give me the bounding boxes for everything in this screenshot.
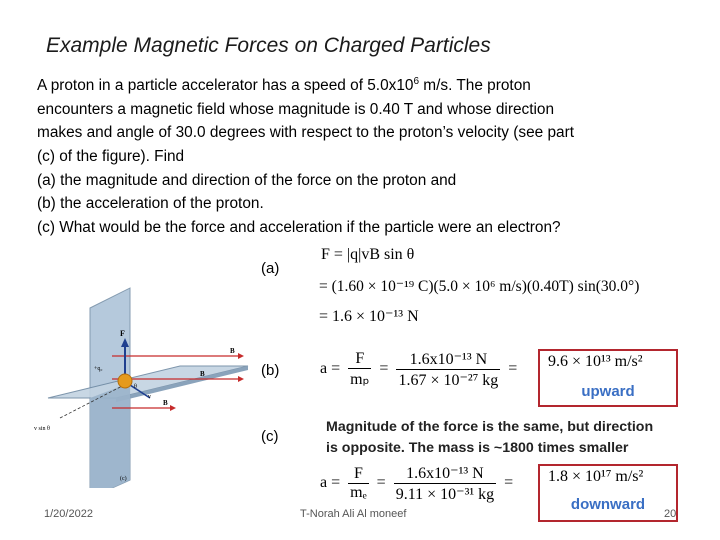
problem-text: m/s. The proton <box>419 77 531 95</box>
numerator: 1.6x10⁻¹³ N <box>394 463 496 484</box>
field-label-top: B <box>230 347 235 355</box>
footer-author: T-Norah Ali Al moneef <box>300 508 407 520</box>
result-value-b: 9.6 × 10¹³ m/s² <box>548 353 643 370</box>
equals: = <box>376 474 386 492</box>
direction-c: downward <box>570 496 646 513</box>
numerator: 1.6x10⁻¹³ N <box>396 349 500 370</box>
fraction <box>348 350 371 389</box>
fraction <box>396 349 500 390</box>
denominator: 9.11 × 10⁻³¹ kg <box>395 486 495 503</box>
part-label-c: (c) <box>261 428 279 445</box>
fraction <box>394 463 496 504</box>
fraction <box>348 465 369 502</box>
note-line-1: Magnitude of the force is the same, but direction <box>326 419 654 435</box>
problem-line-5: (a) the magnitude and direction of the force on the proton and <box>37 171 457 189</box>
denominator: mₑ <box>350 484 367 501</box>
arrow-head <box>170 405 176 411</box>
field-label-mid: B <box>200 370 205 378</box>
charge-label: +q₀ <box>94 366 103 372</box>
theta-label: θ <box>134 384 137 390</box>
denominator: 1.67 × 10⁻²⁷ kg <box>398 372 499 389</box>
numerator: F <box>348 350 371 369</box>
equation-a-line3: = 1.6 × 10⁻¹³ N <box>319 308 419 325</box>
problem-line-3: makes and angle of 30.0 degrees with respect to the proton’s velocity (see part <box>37 124 574 142</box>
footer-date: 1/20/2022 <box>44 508 93 520</box>
force-label: F <box>120 329 125 338</box>
problem-line-4: (c) of the figure). Find <box>37 147 185 165</box>
exponent: 6 <box>413 76 420 87</box>
part-label-b: (b) <box>261 362 280 379</box>
vertical-plane-front <box>90 383 130 488</box>
equals: = <box>504 474 514 492</box>
slide-title: Example Magnetic Forces on Charged Particles <box>46 34 491 57</box>
result-box-b <box>538 349 678 407</box>
vsin-label: v sin θ <box>34 426 50 432</box>
denominator: mₚ <box>350 371 370 388</box>
result-value-c: 1.8 × 10¹⁷ m/s² <box>548 468 644 485</box>
equals: = <box>508 360 518 378</box>
problem-text: A proton in a particle accelerator has a speed of 5.0x10 <box>37 77 414 95</box>
charge <box>118 374 132 388</box>
numerator: F <box>348 465 369 484</box>
equation-a-line1: F = |q|vB sin θ <box>321 246 415 263</box>
problem-statement <box>37 70 717 239</box>
problem-line-7: (c) What would be the force and acceleration if the particle were an electron? <box>37 218 561 236</box>
equals: = <box>379 360 389 378</box>
arrow-head <box>238 353 244 359</box>
part-c-note <box>326 417 653 459</box>
problem-line-1 <box>37 70 717 98</box>
problem-line-6: (b) the acceleration of the proton. <box>37 195 264 213</box>
equation-a-line2: = (1.60 × 10⁻¹⁹ C)(5.0 × 10⁶ m/s)(0.40T) sin(30.0°) <box>319 278 640 295</box>
direction-b: upward <box>581 383 635 400</box>
figure-caption: (c) <box>120 476 127 482</box>
field-label-low: B <box>163 399 168 407</box>
result-box-c <box>538 464 678 522</box>
velocity-label: v <box>148 394 151 400</box>
lhs: a = <box>320 360 341 378</box>
lhs: a = <box>320 474 341 492</box>
force-diagram <box>30 258 260 488</box>
note-line-2: is opposite. The mass is ~1800 times smaller <box>326 440 629 456</box>
part-label-a: (a) <box>261 260 280 277</box>
equation-b <box>320 349 517 390</box>
problem-line-2: encounters a magnetic field whose magnitude is 0.40 T and whose direction <box>37 100 555 118</box>
equation-c <box>320 463 513 504</box>
arrow-head <box>238 376 244 382</box>
page-number: 20 <box>664 508 677 520</box>
